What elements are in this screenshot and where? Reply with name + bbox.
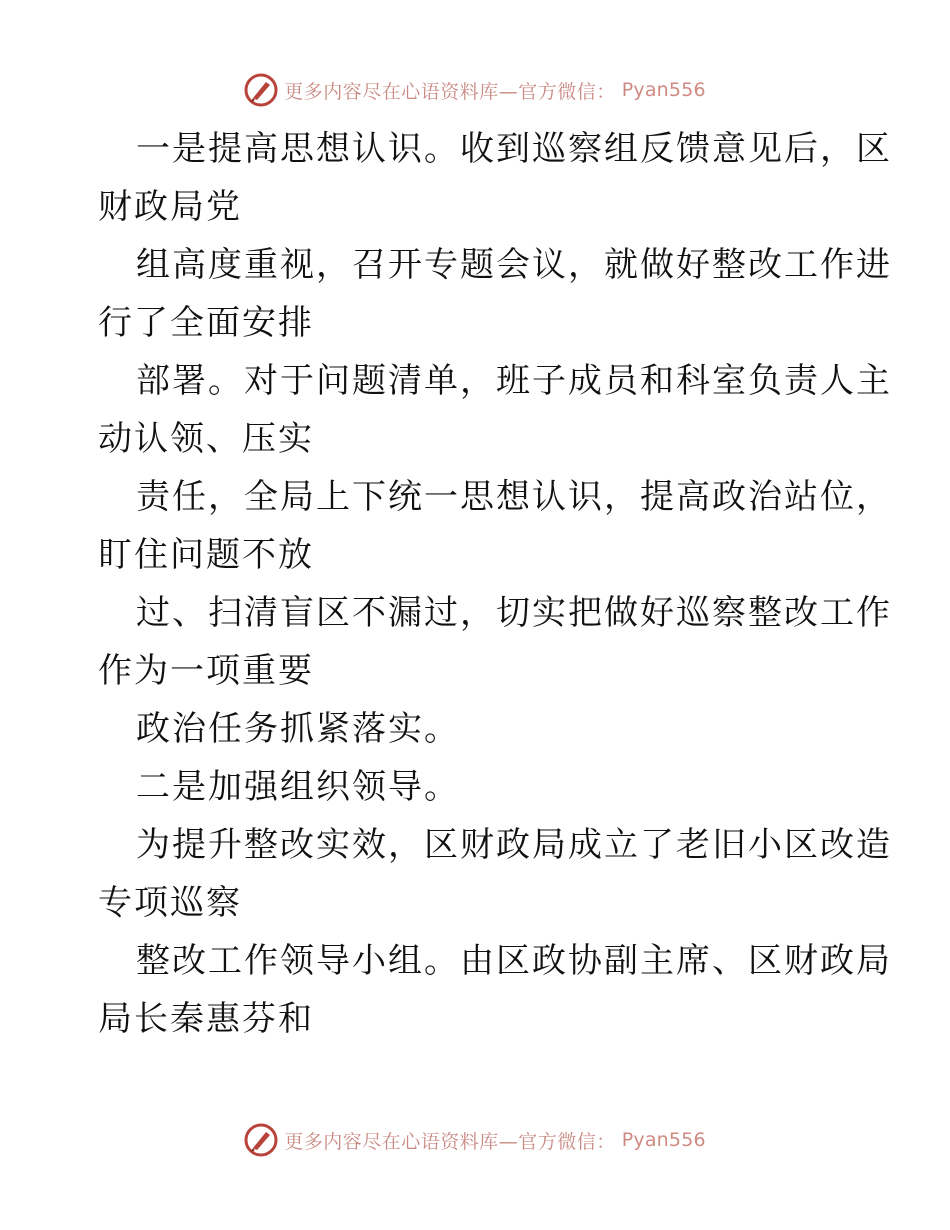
document-line: 责任，全局上下统一思想认识，提高政治站位，: [136, 477, 892, 517]
document-line: 二是加强组织领导。: [136, 767, 460, 807]
pen-logo-icon: [244, 1123, 278, 1157]
document-line: 局长秦惠芬和: [98, 999, 314, 1039]
document-line: 动认领、压实: [98, 419, 314, 459]
watermark-brand: Pyan556: [621, 1129, 706, 1151]
watermark-footer: [0, 1120, 950, 1160]
document-line: 组高度重视，召开专题会议，就做好整改工作进: [136, 245, 892, 285]
watermark-header: [0, 70, 950, 110]
document-line: 整改工作领导小组。由区政协副主席、区财政局: [136, 941, 892, 981]
document-line: 政治任务抓紧落实。: [136, 709, 460, 749]
document-body: [98, 120, 892, 1048]
watermark-text: 更多内容尽在心语资料库—官方微信：: [284, 1130, 616, 1153]
document-line: 专项巡察: [98, 883, 242, 923]
document-line: 一是提高思想认识。收到巡察组反馈意见后，区: [136, 129, 892, 169]
watermark-text: 更多内容尽在心语资料库—官方微信：: [284, 80, 616, 103]
document-line: 部署。对于问题清单，班子成员和科室负责人主: [136, 361, 892, 401]
document-line: 行了全面安排: [98, 303, 314, 343]
document-line: 作为一项重要: [98, 651, 314, 691]
pen-logo-icon: [244, 73, 278, 107]
document-line: 盯住问题不放: [98, 535, 314, 575]
document-line: 过、扫清盲区不漏过，切实把做好巡察整改工作: [136, 593, 892, 633]
watermark-brand: Pyan556: [621, 79, 706, 101]
document-line: 为提升整改实效，区财政局成立了老旧小区改造: [136, 825, 892, 865]
document-line: 财政局党: [98, 187, 242, 227]
